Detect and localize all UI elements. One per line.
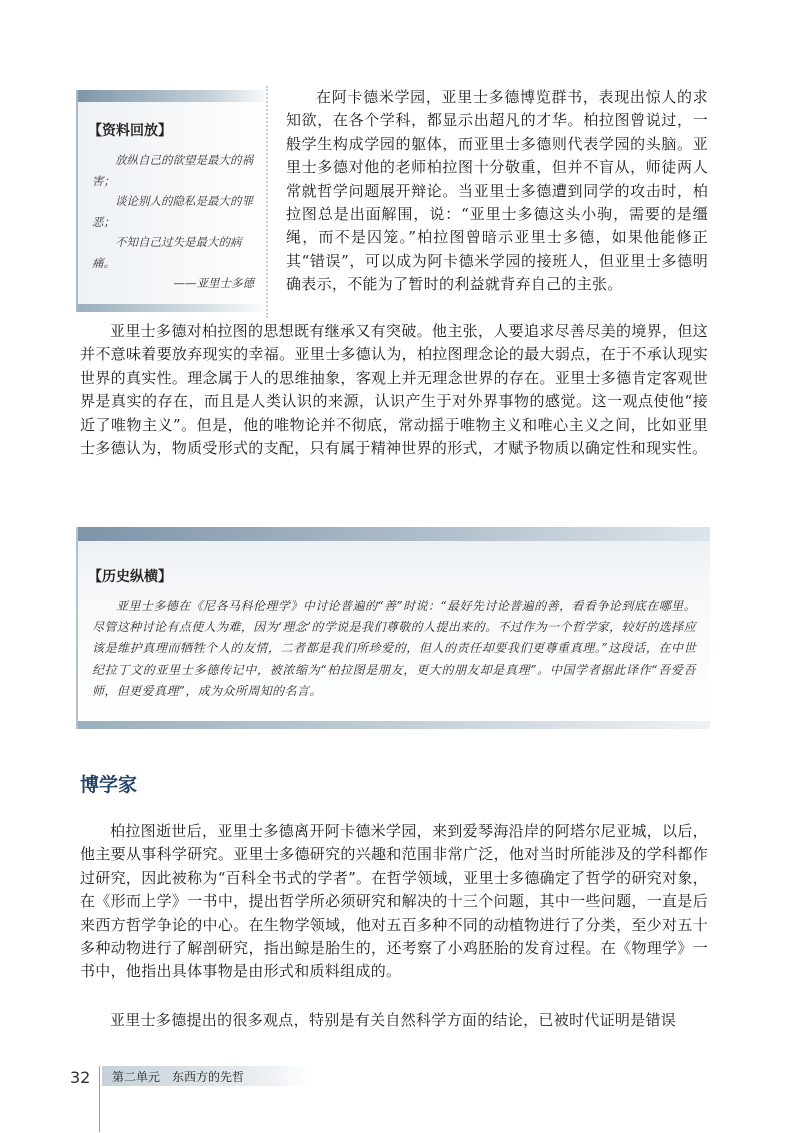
section-paragraph-1: 柏拉图逝世后，亚里士多德离开阿卡德米学园，来到爱琴海沿岸的阿塔尔尼亚城，以后，他主要从事科学研究。亚里士多德研究的兴趣和范围非常广泛，他对当时所能涉及的学科都作过研究，因此被称为“百科全书式的学者”。在哲学领域，亚里士多德确定了哲学的研究对象，在《形而上学》一书中，提出哲学所必须研究和解决的十三个问题，其中一些问题，一直是后来西方哲学争论的中心。在生物学领域，他对五百多种不同的动植物进行了分类，至少对五十多种动物进行了解剖研究，指出鲸是胎生的，还考察了小鸡胚胎的发育过程。在《物理学》一书中，他指出具体事物是由形式和质料组成的。	[80, 822, 708, 981]
sidebar-title: 【资料回放】	[88, 123, 172, 139]
quote-line: 谈论别人的隐私是最大的罪恶；	[92, 194, 253, 229]
sidebar-dotted-divider	[266, 86, 268, 318]
chapter-label: 第二单元 东西方的先哲	[112, 1070, 245, 1084]
main-paragraph-2: 亚里士多德对柏拉图的思想既有继承又有突破。他主张，人要追求尽善尽美的境界，但这并不意味着要放弃现实的幸福。亚里士多德认为，柏拉图理念论的最大弱点，在于不承认现实世界的真实性。理念属于人的思维抽象，客观上并无理念世界的存在。亚里士多德肯定客观世界是真实的存在，而且是人类认识的来源，认识产生于对外界事物的感觉。这一观点使他“接近了唯物主义”。但是，他的唯物论并不彻底，常动摇于唯物主义和唯心主义之间，比如亚里士多德认为，物质受形式的支配，只有属于精神世界的形式，才赋予物质以确定性和现实性。	[80, 322, 708, 458]
section-paragraph-2-wrap	[80, 1009, 708, 1032]
section-heading: 博学家	[80, 774, 138, 796]
section-paragraph-1-wrap	[80, 820, 708, 984]
main-paragraph-2-wrap	[80, 320, 708, 460]
quote-author: ——亚里士多德	[173, 276, 254, 290]
history-title: 【历史纵横】	[88, 569, 172, 585]
sidebar-quote	[92, 150, 258, 294]
section-paragraph-2: 亚里士多德提出的很多观点，特别是有关自然科学方面的结论，已被时代证明是错误	[110, 1011, 677, 1029]
sidebar-bottom-bar	[78, 304, 272, 312]
main-paragraph-1-wrap	[286, 86, 708, 297]
main-paragraph-1: 在阿卡德米学园，亚里士多德博览群书，表现出惊人的求知欲，在各个学科，都显示出超凡的才华。柏拉图曾说过，一般学生构成学园的躯体，而亚里士多德则代表学园的头脑。亚里士多德对他的老师柏拉图十分敬重，但并不盲从，师徒两人常就哲学问题展开辩论。当亚里士多德遭到同学的攻击时，柏拉图总是出面解围，说：“亚里士多德这头小驹，需要的是缰绳，而不是囚笼。”柏拉图曾暗示亚里士多德，如果他能修正其“错误”，可以成为阿卡德米学园的接班人，但亚里士多德明确表示，不能为了暂时的利益就背弃自己的主张。	[286, 88, 708, 294]
history-top-bar	[78, 527, 710, 541]
history-text-wrap	[92, 596, 696, 702]
quote-line: 放纵自己的欲望是最大的祸害；	[92, 153, 253, 188]
history-bottom-bar	[78, 721, 710, 729]
history-text: 亚里士多德在《尼各马科伦理学》中讨论普遍的“善”时说：“最好先讨论普遍的善，看看争论到底在哪里。尽管这种讨论有点使人为难，因为‘理念’的学说是我们尊敬的人提出来的。不过作为一个哲学家，较好的选择应该是维护真理而牺牲个人的友情，二者都是我们所珍爱的，但人的责任却要我们更尊重真理。”这段话，在中世纪拉丁文的亚里士多德传记中，被浓缩为“柏拉图是朋友，更大的朋友却是真理”。中国学者据此译作“吾爱吾师，但更爱真理”，成为众所周知的名言。	[92, 599, 696, 698]
sidebar-top-bar	[78, 90, 272, 102]
page-number: 32	[70, 1068, 91, 1087]
quote-line: 不知自己过失是最大的病痛。	[92, 235, 242, 270]
footer-divider	[99, 1066, 100, 1132]
